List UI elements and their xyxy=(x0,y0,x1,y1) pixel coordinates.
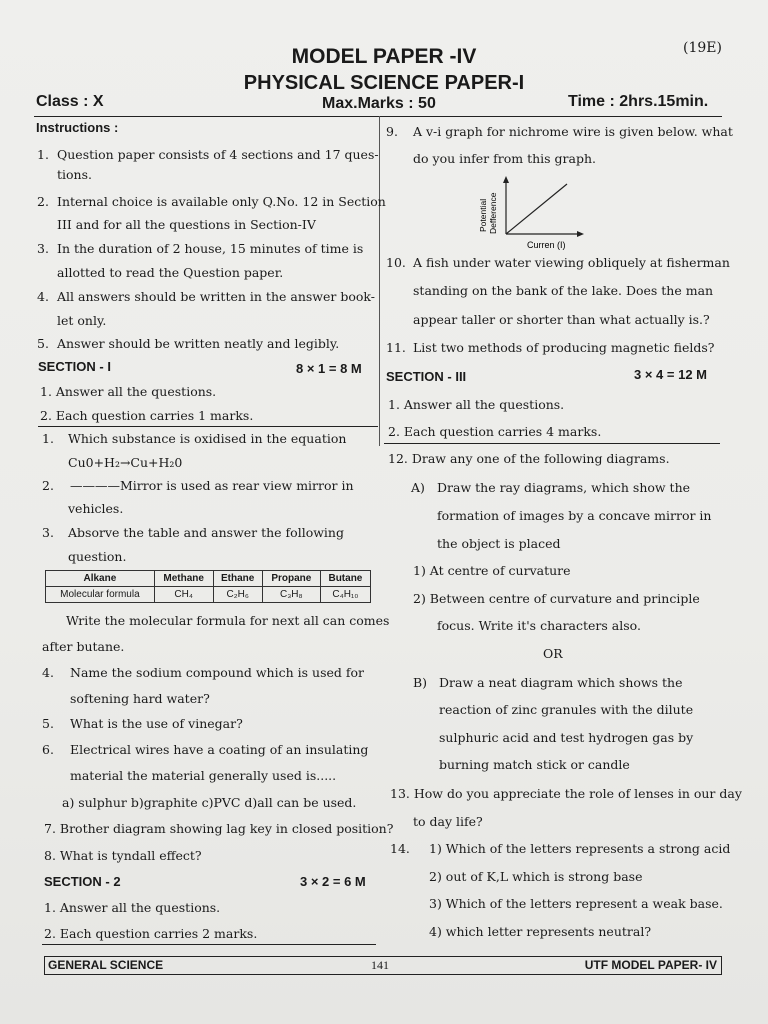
question-number: 10. xyxy=(386,255,406,270)
instruction-line: All answers should be written in the answer book- xyxy=(57,289,375,304)
question-text: sulphuric acid and test hydrogen gas by xyxy=(439,730,694,745)
question-text: List two methods of producing magnetic fields? xyxy=(413,340,715,355)
alkane-table xyxy=(45,570,371,603)
question-text: Absorve the table and answer the following xyxy=(68,525,344,540)
instruction-line: Answer should be written neatly and legibly. xyxy=(57,336,340,351)
section3-note: 1. Answer all the questions. xyxy=(388,397,565,412)
paper-subtitle: PHYSICAL SCIENCE PAPER-I xyxy=(243,72,525,94)
option-label: B) xyxy=(413,675,428,690)
max-marks: Max.Marks : 50 xyxy=(322,95,436,112)
question-text: burning match stick or candle xyxy=(439,757,630,772)
section3-note: 2. Each question carries 4 marks. xyxy=(388,424,602,439)
question-number: 6. xyxy=(42,742,54,757)
instruction-line: let only. xyxy=(57,313,107,328)
table-cell: Methane xyxy=(154,571,213,587)
table-cell: C₂H₆ xyxy=(213,587,262,603)
question-number: 9. xyxy=(386,124,398,139)
instruction-num: 5. xyxy=(37,336,49,351)
question-text: reaction of zinc granules with the dilute xyxy=(439,702,694,717)
question-text: focus. Write it's characters also. xyxy=(437,618,641,633)
question-text: Electrical wires have a coating of an insulating xyxy=(70,742,369,757)
table-cell: Alkane xyxy=(46,571,155,587)
question-text: question. xyxy=(68,549,127,564)
instruction-num: 1. xyxy=(37,147,49,162)
question-text: material the material generally used is..... xyxy=(70,768,337,783)
question-text: standing on the bank of the lake. Does the man xyxy=(413,283,714,298)
graph-x-arrow xyxy=(577,231,584,237)
question-text: 1) At centre of curvature xyxy=(413,563,571,578)
instruction-line: Question paper consists of 4 sections and 17 ques- xyxy=(57,147,379,162)
question-text: A v-i graph for nichrome wire is given below. what xyxy=(413,124,733,139)
instruction-line: tions. xyxy=(57,167,92,182)
section1-heading: SECTION - I xyxy=(38,359,111,374)
section2-note: 1. Answer all the questions. xyxy=(44,900,221,915)
question-number: 11. xyxy=(386,340,406,355)
question-text: 8. What is tyndall effect? xyxy=(44,848,202,863)
section1-note: 2. Each question carries 1 marks. xyxy=(40,408,254,423)
question-text: Draw the ray diagrams, which show the xyxy=(437,480,691,495)
table-cell: C₄H₁₀ xyxy=(320,587,370,603)
question-text: 13. How do you appreciate the role of lenses in our day xyxy=(390,786,742,801)
question-text: vehicles. xyxy=(68,501,124,516)
page-number: 141 xyxy=(371,958,389,972)
section2-heading: SECTION - 2 xyxy=(44,874,121,889)
graph-y-arrow xyxy=(503,176,509,183)
chemical-equation: Cu0+H₂→Cu+H₂0 xyxy=(68,455,183,470)
question-options: a) sulphur b)graphite c)PVC d)all can be used. xyxy=(62,795,357,810)
section3-heading: SECTION - III xyxy=(386,369,467,384)
graph-line xyxy=(506,184,567,234)
section2-note: 2. Each question carries 2 marks. xyxy=(44,926,258,941)
question-number: 5. xyxy=(42,716,54,731)
question-text: A fish under water viewing obliquely at fisherman xyxy=(413,255,730,270)
header-rule xyxy=(34,116,722,117)
instruction-num: 4. xyxy=(37,289,49,304)
question-text: formation of images by a concave mirror in xyxy=(437,508,712,523)
class-label: Class : X xyxy=(36,93,104,110)
table-cell: CH₄ xyxy=(154,587,213,603)
question-text: softening hard water? xyxy=(70,691,210,706)
section1-marks: 8 × 1 = 8 M xyxy=(296,361,362,376)
question-text: Name the sodium compound which is used for xyxy=(70,665,364,680)
question-text: Which substance is oxidised in the equation xyxy=(68,431,347,446)
question-number: 2. xyxy=(42,478,54,493)
question-text: What is the use of vinegar? xyxy=(70,716,243,731)
section2-rule xyxy=(42,944,376,945)
instructions-heading: Instructions : xyxy=(36,120,119,135)
option-label: A) xyxy=(411,480,425,495)
time-allowed: Time : 2hrs.15min. xyxy=(568,93,709,110)
question-number: 1. xyxy=(42,431,54,446)
paper-code: (19E) xyxy=(683,40,722,56)
question-text: the object is placed xyxy=(437,536,561,551)
table-header-row xyxy=(46,571,371,587)
section3-marks: 3 × 4 = 12 M xyxy=(634,367,707,382)
footer-left: GENERAL SCIENCE xyxy=(48,958,164,972)
instruction-line: III and for all the questions in Section-IV xyxy=(57,217,316,232)
footer-right: UTF MODEL PAPER- IV xyxy=(584,958,717,972)
table-cell: Molecular formula xyxy=(46,587,155,603)
table-cell: Ethane xyxy=(213,571,262,587)
table-cell: C₃H₈ xyxy=(262,587,320,603)
question-number: 4. xyxy=(42,665,54,680)
graph-xlabel: Curren (I) xyxy=(527,240,566,250)
question-text: to day life? xyxy=(413,814,483,829)
question-text: 3) Which of the letters represent a weak base. xyxy=(429,896,723,911)
column-divider xyxy=(379,116,380,446)
table-cell: Butane xyxy=(320,571,370,587)
graph-ylabel: Defference xyxy=(488,192,498,234)
question-text: 2) out of K,L which is strong base xyxy=(429,869,643,884)
graph-ylabel: Potential xyxy=(478,198,488,232)
question-text: 4) which letter represents neutral? xyxy=(429,924,652,939)
instruction-line: allotted to read the Question paper. xyxy=(57,265,284,280)
paper-title: MODEL PAPER -IV xyxy=(291,45,477,68)
question-text: 1) Which of the letters represents a strong acid xyxy=(429,841,731,856)
question-text: appear taller or shorter than what actually is.? xyxy=(413,312,710,327)
question-text: 7. Brother diagram showing lag key in closed position? xyxy=(44,821,394,836)
instruction-num: 3. xyxy=(37,241,49,256)
question-text: do you infer from this graph. xyxy=(413,151,597,166)
instruction-line: In the duration of 2 house, 15 minutes of time is xyxy=(57,241,364,256)
section1-note: 1. Answer all the questions. xyxy=(40,384,217,399)
section2-marks: 3 × 2 = 6 M xyxy=(300,874,366,889)
question-number: 3. xyxy=(42,525,54,540)
question-text: 2) Between centre of curvature and principle xyxy=(413,591,700,606)
question-text: Draw a neat diagram which shows the xyxy=(439,675,683,690)
question-text: 12. Draw any one of the following diagrams. xyxy=(388,451,670,466)
question-text: Write the molecular formula for next all can comes xyxy=(66,613,390,628)
or-label: OR xyxy=(543,646,563,661)
table-cell: Propane xyxy=(262,571,320,587)
section1-rule xyxy=(38,426,378,427)
question-number: 14. xyxy=(390,841,410,856)
page-footer xyxy=(44,956,722,975)
question-text: ————Mirror is used as rear view mirror in xyxy=(70,478,354,493)
instruction-num: 2. xyxy=(37,194,49,209)
question-text: after butane. xyxy=(42,639,125,654)
instruction-line: Internal choice is available only Q.No. 12 in Section xyxy=(57,194,386,209)
section3-rule xyxy=(384,443,720,444)
vi-graph xyxy=(472,174,592,254)
table-row xyxy=(46,587,371,603)
